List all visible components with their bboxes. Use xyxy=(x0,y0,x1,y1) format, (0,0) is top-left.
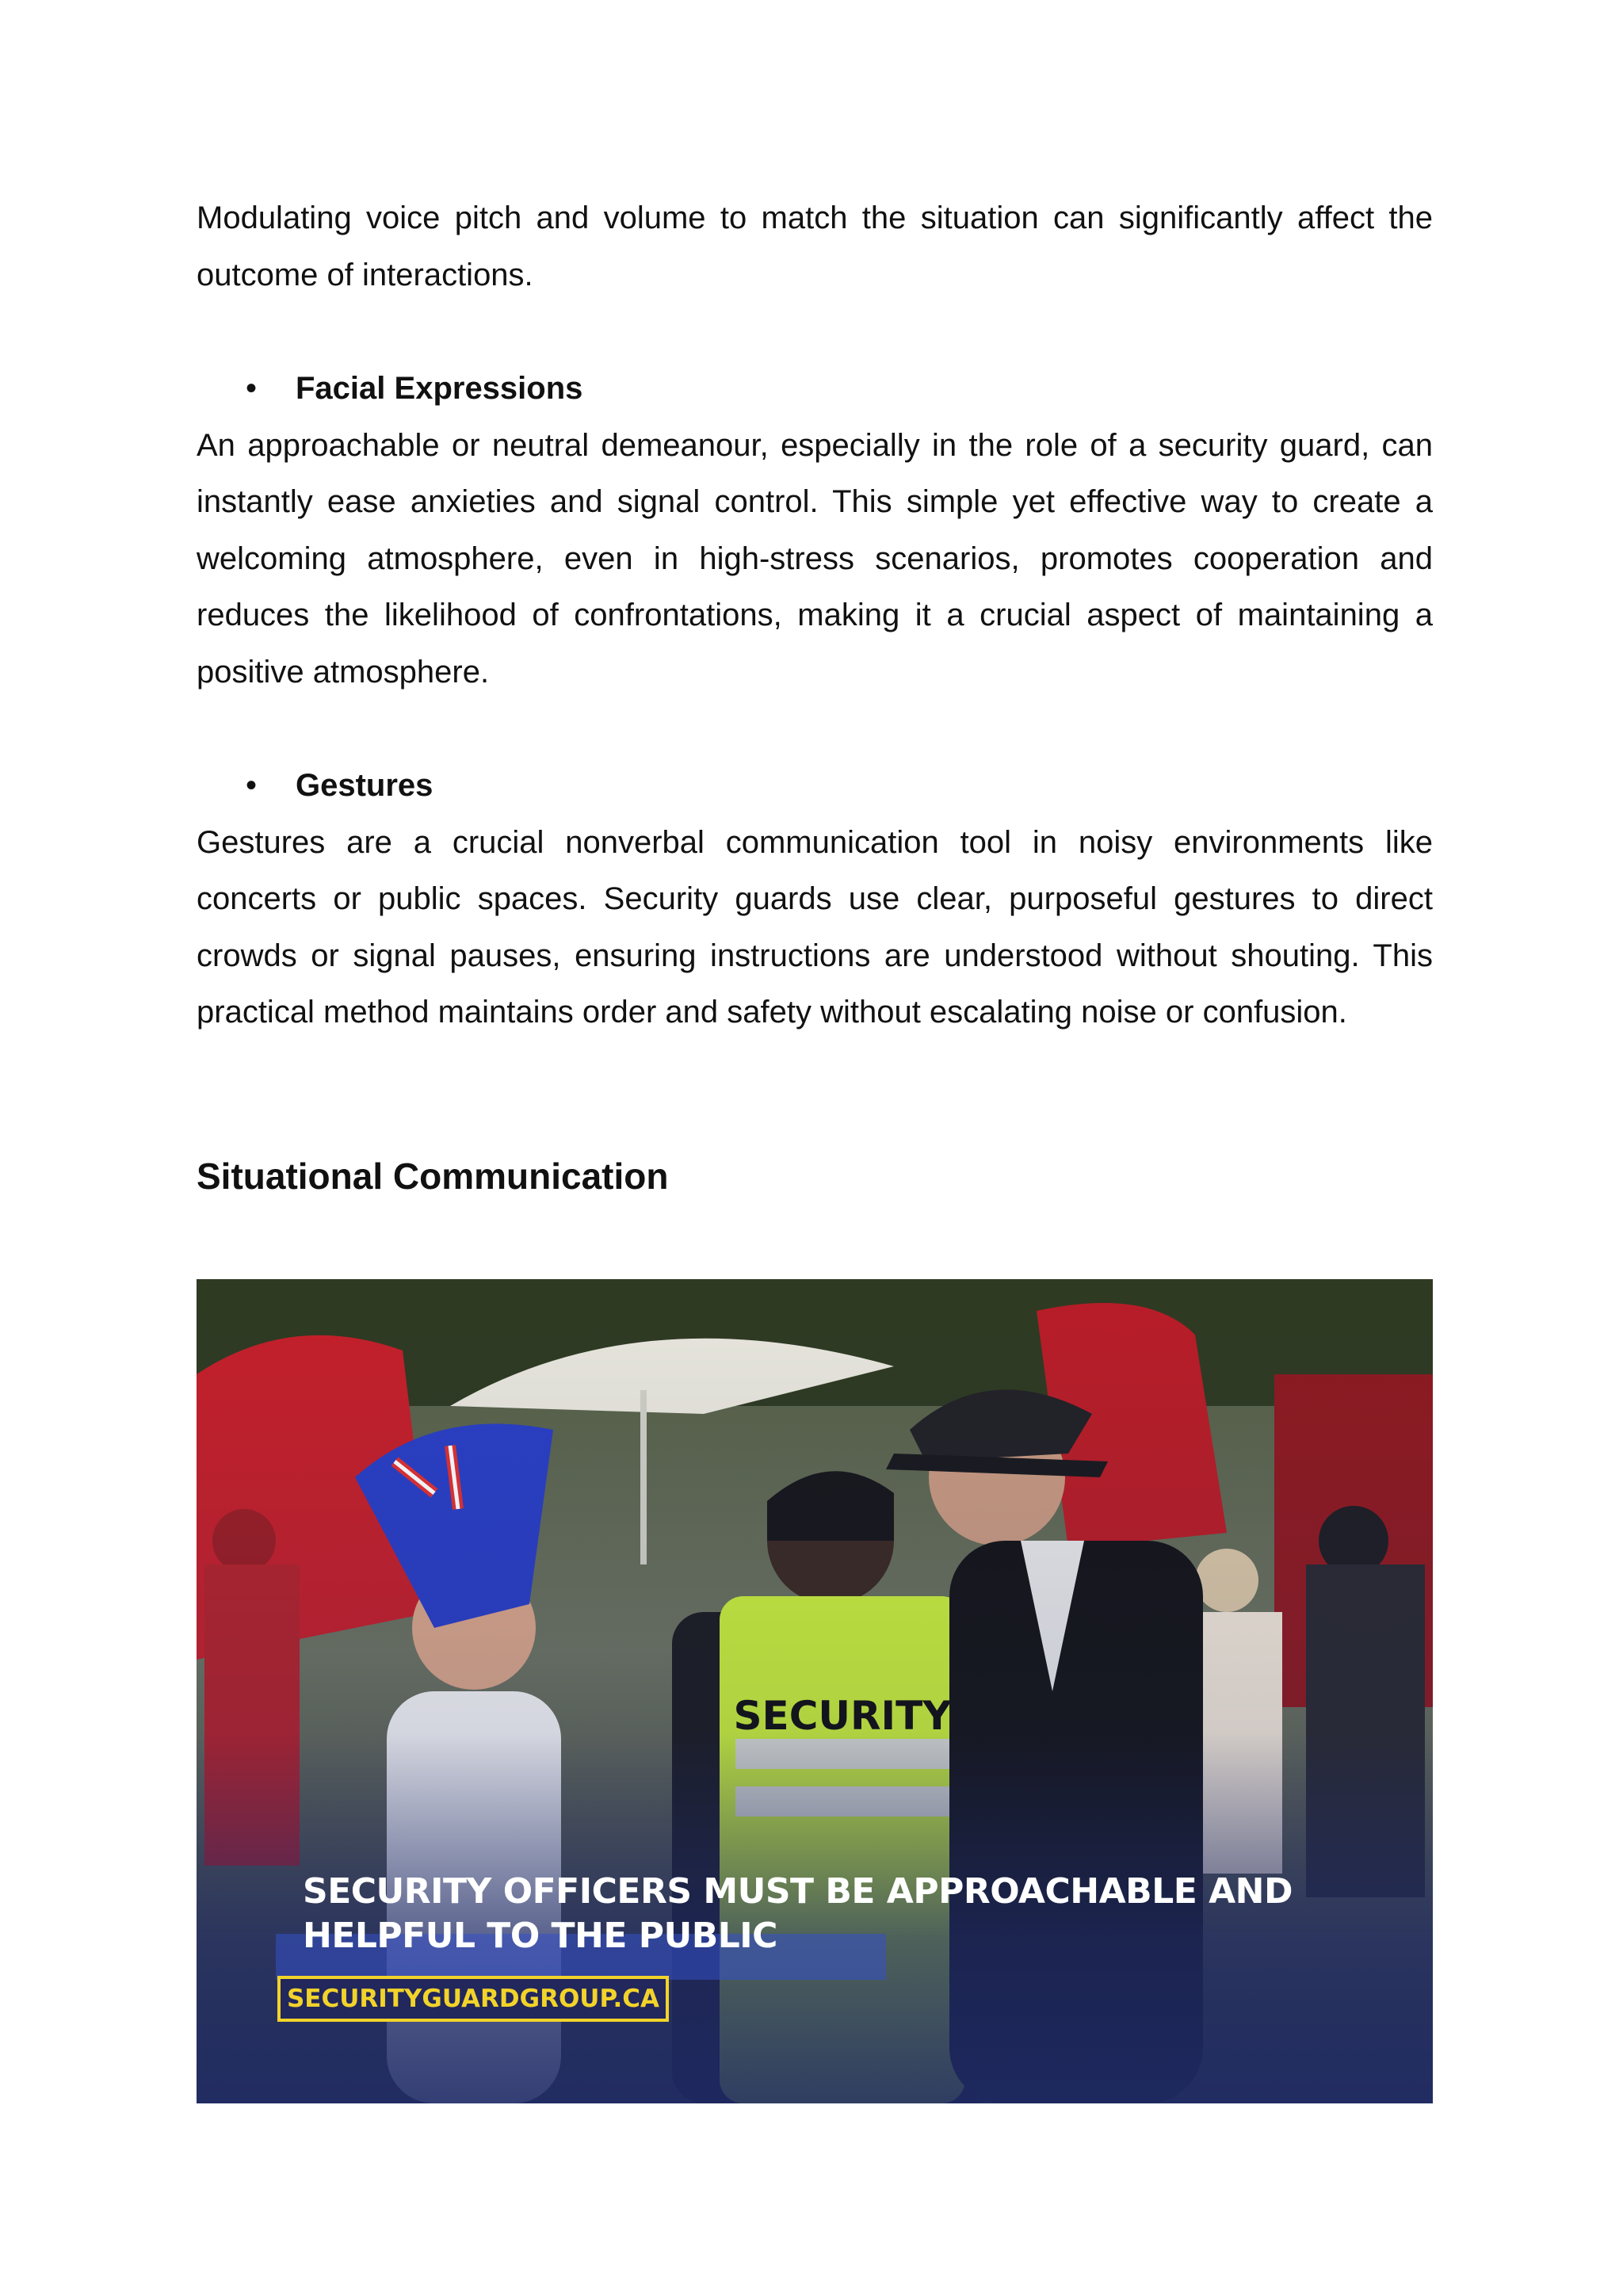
bullet-heading: Gestures xyxy=(296,768,433,803)
photo-caption xyxy=(303,1870,1293,1958)
document-page xyxy=(197,190,1433,1200)
bullet-facial-expressions xyxy=(197,361,1433,418)
gestures-paragraph: Gestures are a crucial nonverbal communication tool in noisy environments like concerts or public spaces. Security guards use clear, purposeful gestures to direct crowds or signal pauses, ensuring instructions are understood without shouting. This practical method maintains order and safety without escalating noise or confusion. xyxy=(197,824,1433,1030)
intro-paragraph: Modulating voice pitch and volume to match the situation can significantly affect the outcome of interactions. xyxy=(197,201,1433,292)
bullet-gestures xyxy=(197,758,1433,815)
bullet-dot-icon: • xyxy=(246,371,258,406)
caption-line-2: HELPFUL TO THE PUBLIC xyxy=(303,1916,777,1956)
section-heading: Situational Communication xyxy=(197,1155,669,1197)
website-badge: SECURITYGUARDGROUP.CA xyxy=(277,1976,669,2022)
facial-expressions-paragraph: An approachable or neutral demeanour, especially in the role of a security guard, can instantly ease anxieties and signal control. This simple yet effective way to create a welcoming atmosphere, even in high-stress scenarios, promotes cooperation and reduces the likelihood of confrontations, making it a crucial aspect of maintaining a positive atmosphere. xyxy=(197,427,1433,690)
bullet-heading: Facial Expressions xyxy=(296,371,583,406)
bullet-dot-icon: • xyxy=(246,768,258,803)
security-officers-photo xyxy=(197,1279,1433,2103)
caption-line-1: SECURITY OFFICERS MUST BE APPROACHABLE AND xyxy=(303,1871,1293,1912)
